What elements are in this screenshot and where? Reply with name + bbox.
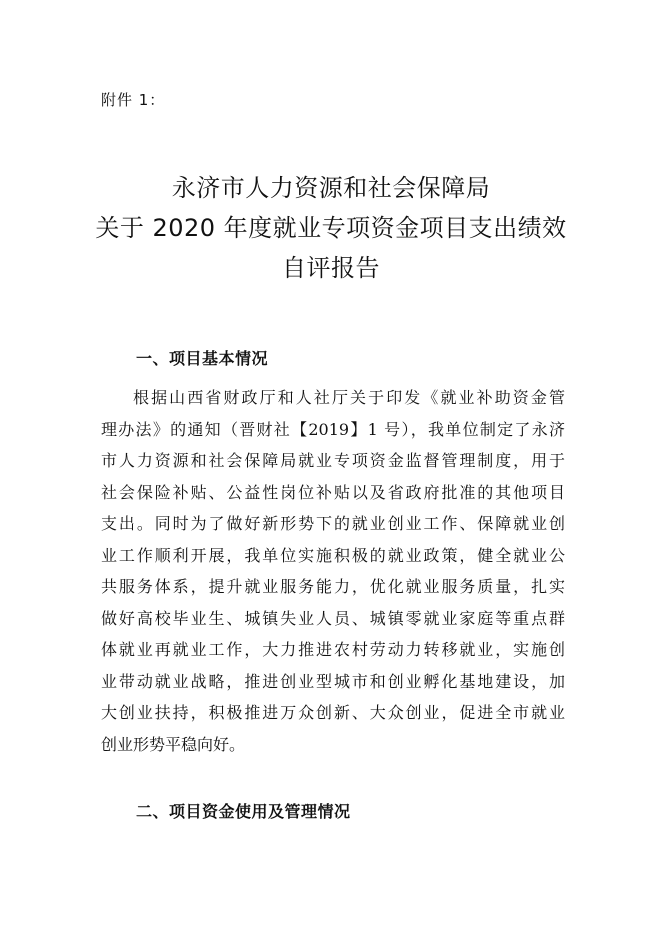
body-line: 理办法》的通知（晋财社【2019】1 号），我单位制定了永济 (101, 419, 565, 439)
body-line: 业工作顺利开展，我单位实施积极的就业政策，健全就业公 (101, 545, 565, 565)
attachment-label: 附件 1： (101, 91, 166, 109)
body-line: 创业形势平稳向好。 (101, 734, 246, 754)
body-line: 大创业扶持，积极推进万众创新、大众创业，促进全市就业 (101, 703, 565, 722)
body-line: 做好高校毕业生、城镇失业人员、城镇零就业家庭等重点群 (101, 608, 565, 628)
section-1-body (101, 382, 565, 760)
body-line: 支出。同时为了做好新形势下的就业创业工作、保障就业创 (101, 514, 565, 533)
body-line: 体就业再就业工作，大力推进农村劳动力转移就业，实施创 (101, 640, 565, 659)
section-1-heading: 一、项目基本情况 (136, 349, 269, 368)
body-line: 市人力资源和社会保障局就业专项资金监督管理制度，用于 (101, 451, 565, 470)
title-line-3: 自评报告 (282, 254, 380, 282)
title-line-2: 关于 2020 年度就业专项资金项目支出绩效 (95, 214, 567, 242)
section-2-heading: 二、项目资金使用及管理情况 (136, 802, 351, 821)
body-line: 共服务体系，提升就业服务能力，优化就业服务质量，扎实 (101, 577, 565, 596)
body-line: 社会保险补贴、公益性岗位补贴以及省政府批准的其他项目 (101, 482, 565, 502)
body-line: 业带动就业战略，推进创业型城市和创业孵化基地建设，加 (101, 671, 565, 691)
title-line-1: 永济市人力资源和社会保障局 (171, 174, 491, 202)
body-line: 根据山西省财政厅和人社厅关于印发《就业补助资金管 (133, 388, 565, 407)
